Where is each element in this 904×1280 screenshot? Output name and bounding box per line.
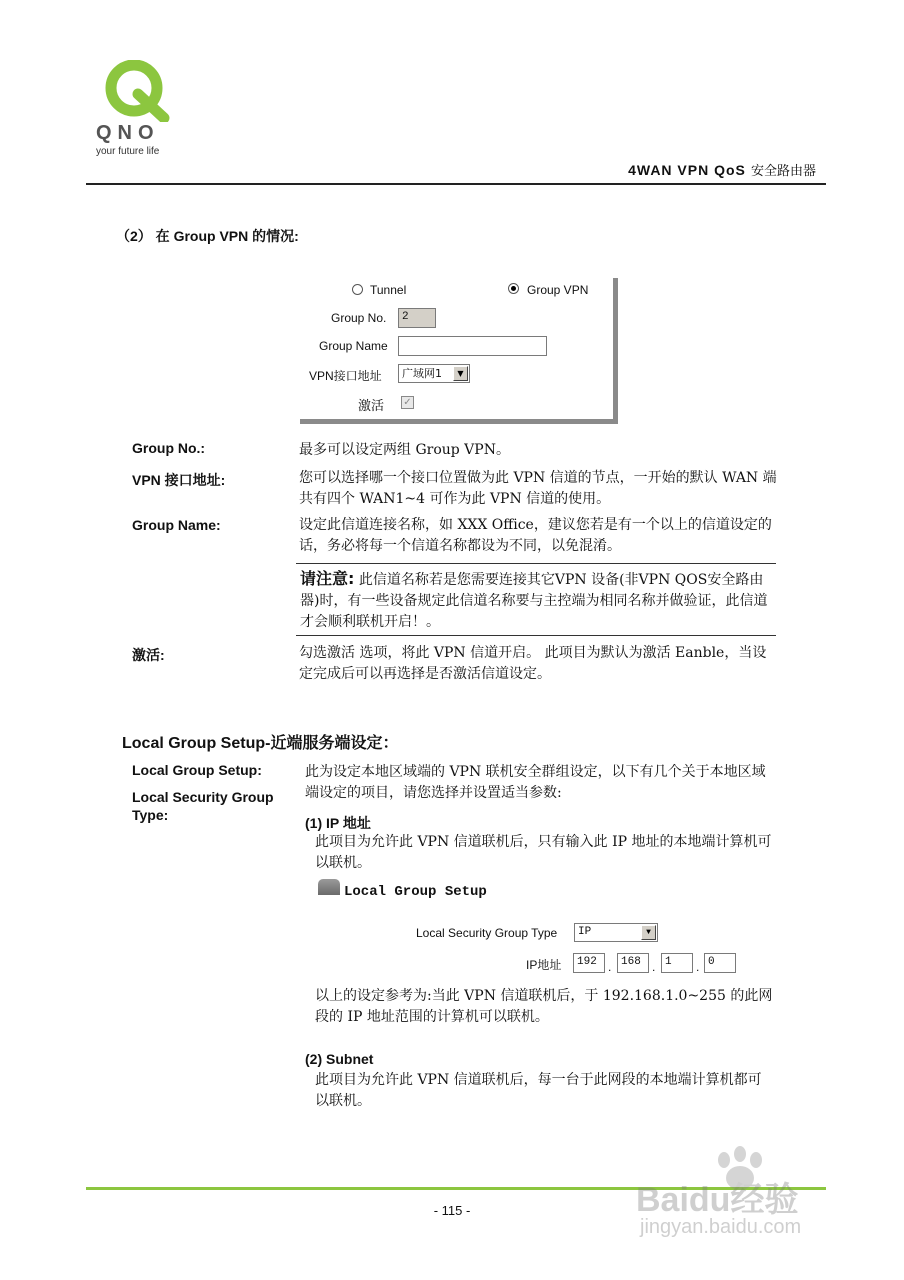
group-vpn-form-screenshot [300, 278, 618, 424]
local-group-intro: 此为设定本地区域端的 VPN 联机安全群组设定，以下有几个关于本地区域端设定的项目，请您选择并设置适当参数: [305, 764, 766, 801]
radio-group-vpn[interactable] [508, 283, 519, 294]
vpn-interface-select[interactable]: 广域网1 ▼ [398, 364, 470, 383]
vpn-interface-label: VPN接口地址 [309, 369, 382, 383]
company-logo [94, 60, 176, 160]
ip-address-label: IP地址 [526, 958, 562, 972]
radio-group-vpn-label: Group VPN [527, 283, 589, 297]
def-term-local-group-setup: Local Group Setup: [132, 762, 262, 778]
ip-reference-text: 以上的设定参考为:当此 VPN 信道联机后，于 192.168.1.0~255 的此网段的 IP 地址范围的计算机可以联机。 [315, 988, 773, 1025]
group-name-label: Group Name [319, 339, 388, 353]
header-rule [86, 183, 826, 185]
product-title: 4WAN VPN QoS 安全路由器 [628, 162, 816, 179]
ip-dot: . [608, 960, 612, 974]
def-desc-activate: 勾选激活 选项，将此 VPN 信道开启。 此项目为默认为激活 Eanble，当设定完成后可以再选择是否激活信道设定。 [299, 645, 767, 682]
ip-octet-2[interactable]: 168 [617, 953, 649, 973]
note-text: 请注意: 此信道名称若是您需要连接其它VPN 设备(非VPN QOS安全路由器)时，有一些设备规定此信道名称要与主控端为相同名称并做验证，此信道才会顺利联机开启！。 [300, 569, 768, 630]
def-term-local-security-group-type: Local Security Group Type: [132, 789, 274, 823]
subnet-desc: 此项目为允许此 VPN 信道联机后，每一台于此网段的本地端计算机都可以联机。 [315, 1072, 762, 1109]
lsgt-label: Local Security Group Type [416, 926, 558, 940]
chevron-down-icon[interactable]: ▼ [453, 366, 468, 381]
note-box [296, 563, 776, 636]
ip-desc: 此项目为允许此 VPN 信道联机后，只有输入此 IP 地址的本地端计算机可以联机。 [315, 834, 772, 871]
group-no-label: Group No. [331, 311, 387, 325]
def-desc-group-name: 设定此信道连接名称，如 XXX Office，建议您若是有一个以上的信道设定的话，务必将每一个信道名称都设为不同，以免混淆。 [299, 517, 772, 554]
ip-octet-1[interactable]: 192 [573, 953, 605, 973]
panel-tab-icon [318, 879, 340, 895]
watermark-url: jingyan.baidu.com [640, 1216, 802, 1238]
def-term-activate: 激活: [132, 647, 165, 663]
radio-tunnel[interactable] [352, 284, 363, 295]
ip-octet-4[interactable]: 0 [704, 953, 736, 973]
logo-q-icon [94, 60, 176, 122]
radio-tunnel-label: Tunnel [370, 283, 407, 297]
def-desc-group-no: 最多可以设定两组 Group VPN。 [299, 442, 510, 458]
activate-checkbox[interactable]: ✓ [401, 396, 414, 409]
watermark-brand: Baidu经验 [636, 1181, 799, 1219]
def-term-group-no: Group No.: [132, 440, 206, 456]
group-name-input[interactable] [398, 336, 547, 356]
ip-dot: . [696, 960, 700, 974]
subnet-title: (2) Subnet [305, 1051, 374, 1067]
logo-letters: QNO [96, 122, 160, 144]
panel-title: Local Group Setup [344, 884, 487, 900]
ip-title: (1) IP 地址 [305, 815, 371, 831]
chevron-down-icon[interactable]: ▼ [641, 925, 656, 940]
local-group-setup-screenshot [316, 876, 746, 976]
section-heading: （2） 在 Group VPN 的情况: [116, 228, 299, 244]
page-number: - 115 - [433, 1203, 471, 1218]
logo-tagline: your future life [96, 146, 160, 157]
def-desc-vpn-interface: 您可以选择哪一个接口位置做为此 VPN 信道的节点，一开始的默认 WAN 端共有四个 WAN1~4 可作为此 VPN 信道的使用。 [299, 470, 777, 507]
def-term-group-name: Group Name: [132, 517, 221, 533]
group-no-field[interactable]: 2 [398, 308, 436, 328]
ip-dot: . [652, 960, 656, 974]
def-term-vpn-interface: VPN 接口地址: [132, 472, 226, 488]
section-heading-local-group: Local Group Setup-近端服务端设定： [122, 735, 399, 752]
activate-label: 激活 [358, 398, 385, 413]
lsgt-select[interactable]: IP ▼ [574, 923, 658, 942]
ip-octet-3[interactable]: 1 [661, 953, 693, 973]
watermark [636, 1146, 886, 1246]
